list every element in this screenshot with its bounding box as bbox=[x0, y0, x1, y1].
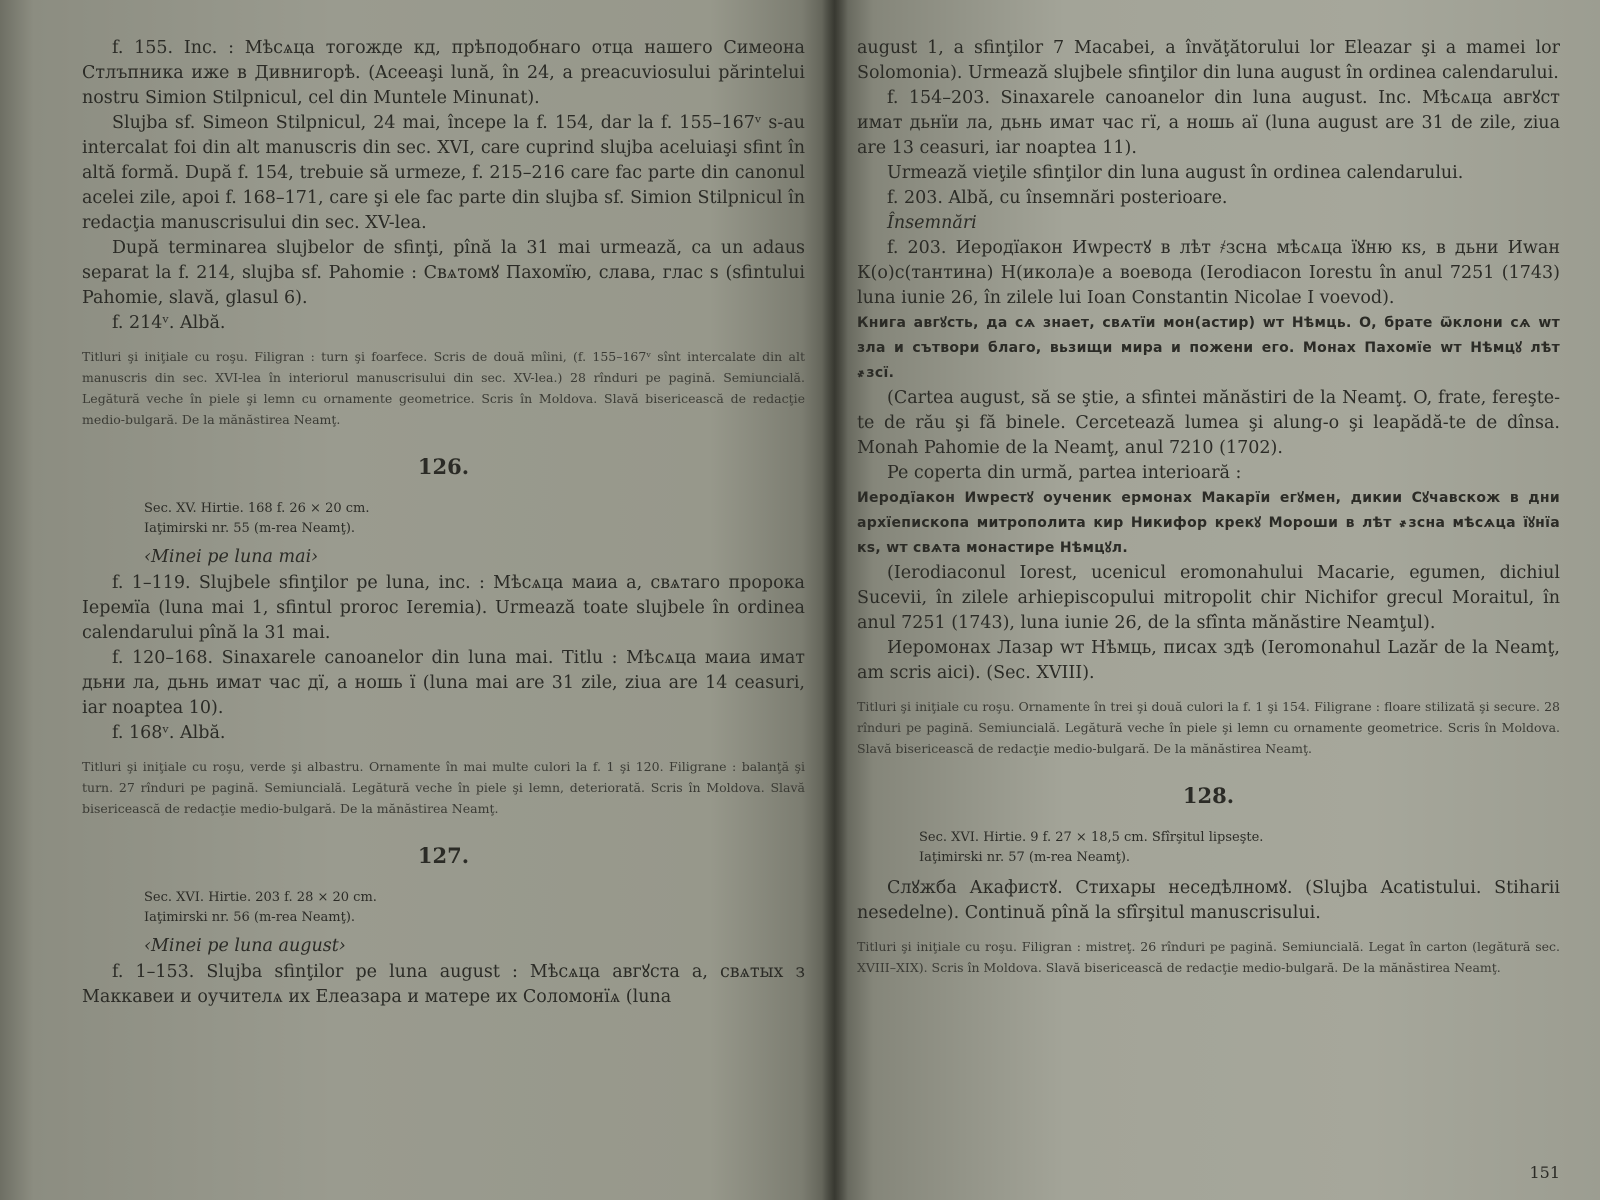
entry-126-meta-line2: Iaţimirski nr. 55 (m-rea Neamţ). bbox=[144, 521, 356, 536]
entry-128-note: Titluri şi iniţiale cu roşu. Filigran : mistreţ. 26 rînduri pe pagină. Semiuncială. Legat în carton (legătură sec. XVIII–XIX). Scris în Moldova. Slavă bisericească de redacţie medio-bulgară. De la mănăstirea Neamţ. bbox=[857, 939, 1560, 975]
entry-126-title: ‹Minei pe luna mai› bbox=[144, 547, 319, 567]
entry-127-meta-line2: Iaţimirski nr. 56 (m-rea Neamţ). bbox=[144, 910, 356, 925]
entry-126-f1: f. 1–119. Slujbele sfinţilor pe luna, inc. : Мѣсѧца маиа а, свѧтаго пророка Іеремїа (luna mai 1, sfintul proroc Ieremia). Urmează toate slujbele în ordinea calendarului pînă la 31 mai. bbox=[82, 573, 805, 643]
entry-126-f168v: f. 168ᵛ. Albă. bbox=[112, 723, 226, 743]
left-entry-f155: f. 155. Inc. : Мѣсѧца тогожде кд, прѣподобнаго отца нашего Симеона Стлъпника иже в Дивнигорѣ. (Aceeaşi lună, în 24, a preacuviosului părintelui nostru Simion Stilpnicul, cel din Muntele Minunat). bbox=[82, 38, 805, 108]
entry-126-meta-line1: Sec. XV. Hirtie. 168 f. 26 × 20 cm. bbox=[144, 501, 370, 516]
right-vietile: Urmează vieţile sfinţilor din luna august în ordinea calendarului. bbox=[887, 163, 1464, 183]
entry-128-meta bbox=[919, 828, 1560, 868]
entry-126-f120: f. 120–168. Sinaxarele canoanelor din luna mai. Titlu : Мѣсѧца маиа имат дьни ла, дьнь имат час дї, а ношь ї (luna mai are 31 zile, ziua are 14 ceasuri, iar noaptea 10). bbox=[82, 648, 805, 718]
left-paragraph-simeon: Slujba sf. Simeon Stilpnicul, 24 mai, începe la f. 154, dar la f. 155–167ᵛ s-au intercalat foi din alt manuscris din sec. XVI, care cuprind slujba aceluiaşi sfint în altă formă. După f. 154, trebuie să urmeze, f. 215–216 care fac parte din canonul acelei zile, apoi f. 168–171, care şi ele fac parte din slujba sf. Simion Stilpnicul în redacţia manuscrisului din sec. XV-lea. bbox=[82, 113, 805, 233]
book-gutter bbox=[822, 0, 848, 1200]
entry-number-126: 126. bbox=[417, 454, 470, 479]
right-page bbox=[835, 0, 1600, 1200]
entry-126-note: Titluri şi iniţiale cu roşu, verde şi albastru. Ornamente în mai multe culori la f. 1 şi 120. Filigrane : balanţă şi turn. 27 rînduri pe pagină. Semiuncială. Legătură veche în piele şi lemn, deteriorată. Scris în Moldova. Slavă bisericească de redacţie medio-bulgară. De la mănăstirea Neamţ. bbox=[82, 759, 805, 816]
page-number: 151 bbox=[1529, 1163, 1560, 1182]
right-slavonic-inscription: Книга авгꙋсть, да сѧ знает, свѧтїи мон(астир) wт Нѣмць. О, брате ѿклони сѧ wт зла и сътвори благо, вьзищи мира и пожени его. Монах Пахомїе wт Нѣмцꙋ лѣт ҂зсї. bbox=[857, 315, 1560, 381]
left-paragraph-pahomie: După terminarea slujbelor de sfinţi, pînă la 31 mai urmează, ca un adaus separat la f. 214, slujba sf. Pahomie : Свѧтомꙋ Пахомїю, слава, глас ѕ (sfintului Pahomie, slavă, glasul 6). bbox=[82, 238, 805, 308]
left-note-125: Titluri şi iniţiale cu roşu. Filigran : turn şi foarfece. Scris de două mîini, (f. 155–167ᵛ sînt intercalate din alt manuscris din sec. XVI-lea în interiorul manuscrisului din sec. XV-lea.) 28 rînduri pe pagină. Semiuncială. Legătură veche în piele şi lemn cu ornamente geometrice. Scris în Moldova. Slavă bisericească de redacţie medio-bulgară. De la mănăstirea Neamţ. bbox=[82, 349, 805, 427]
left-entry-f214v: f. 214ᵛ. Albă. bbox=[112, 313, 226, 333]
right-coperta-translation: (Ierodiaconul Iorest, ucenicul eromonahului Macarie, egumen, dichiul Sucevii, în zilele arhiepiscopului mitropolit chir Nichifor grecul Moraitul, în anul 7251 (1743), luna iunie 26, de la sfînta mănăstire Neamţul). bbox=[857, 563, 1560, 633]
entry-127-title: ‹Minei pe luna august› bbox=[144, 936, 346, 956]
entry-127-f1: f. 1–153. Slujba sfinţilor pe luna august : Мѣсѧца авгꙋста а, свѧтых з Маккавеи и оучителѧ их Елеазара и матере их Соломонїѧ (luna bbox=[82, 962, 805, 1007]
right-slavonic-coperta: Иеродїакон Иwрестꙋ оученик ермонах Макарїи егꙋмен, дикии Сꙋчавскож в дни архїепископа митрополита кир Никифор крекꙋ Мороши в лѣт ҂зсна мѣсѧца їꙋнїа кѕ, wт свѧта монастире Нѣмцꙋл. bbox=[857, 490, 1560, 556]
entry-128-meta-line2: Iaţimirski nr. 57 (m-rea Neamţ). bbox=[919, 850, 1131, 865]
right-lazar-note: Иеромонах Лазар wт Нѣмць, писах здѣ (Ieromonahul Lazăr de la Neamţ, am scris aici). (Sec. XVIII). bbox=[857, 638, 1560, 683]
entry-127-meta-line1: Sec. XVI. Hirtie. 203 f. 28 × 20 cm. bbox=[144, 890, 377, 905]
right-heading-insemnari: Însemnări bbox=[887, 213, 977, 233]
right-note-127: Titluri şi iniţiale cu roşu. Ornamente în trei şi două culori la f. 1 şi 154. Filigrane : floare stilizată şi secure. 28 rînduri pe pagină. Semiuncială. Legătură veche în piele şi lemn cu ornamente geometrice. Scris în Moldova. Slavă bisericească de redacţie medio-bulgară. De la mănăstirea Neamţ. bbox=[857, 699, 1560, 756]
right-coperta: Pe coperta din urmă, partea interioară : bbox=[887, 463, 1242, 483]
right-entry-f203: f. 203. Albă, cu însemnări posterioare. bbox=[887, 188, 1228, 208]
right-inscription-translation: (Cartea august, să se ştie, a sfintei mănăstiri de la Neamţ. O, frate, fereşte-te de rău şi fă binele. Cercetează lumea şi alung-o şi leapădă-te de dînsa. Monah Pahomie de la Neamţ, anul 7210 (1702). bbox=[857, 388, 1560, 458]
entry-128-meta-line1: Sec. XVI. Hirtie. 9 f. 27 × 18,5 cm. Sfîrşitul lipseşte. bbox=[919, 830, 1264, 845]
right-continuation: august 1, a sfinţilor 7 Macabei, a învăţătorului lor Eleazar şi a mamei lor Solomonia). Urmează slujbele sfinţilor din luna august în ordinea calendarului. bbox=[857, 38, 1560, 83]
right-note-f203: f. 203. Иеродїакон Иwрестꙋ в лѣт ҂зсна мѣсѧца їꙋню кѕ, в дьни Иwан К(о)с(тантина) Н(икола)е а воевода (Ierodiacon Iorestu în anul 7251 (1743) luna iunie 26, în zilele lui Ioan Constantin Nicolae I voevod). bbox=[857, 238, 1560, 308]
entry-127-meta bbox=[144, 888, 805, 928]
entry-126-meta bbox=[144, 499, 805, 539]
right-entry-f154: f. 154–203. Sinaxarele canoanelor din luna august. Inc. Мѣсѧца авгꙋст имат дьнїи ла, дьнь имат час гї, а ношь аї (luna august are 31 de zile, ziua are 13 ceasuri, iar noaptea 11). bbox=[857, 88, 1560, 158]
entry-128-title: Слꙋжба Акафистꙋ. Стихары неседѣлномꙋ. (Slujba Acatistului. Stiharii nesedelne). Continuă pînă la sfîrşitul manuscrisului. bbox=[857, 878, 1560, 923]
entry-number-128: 128. bbox=[1182, 783, 1235, 808]
entry-number-127: 127. bbox=[417, 843, 470, 868]
